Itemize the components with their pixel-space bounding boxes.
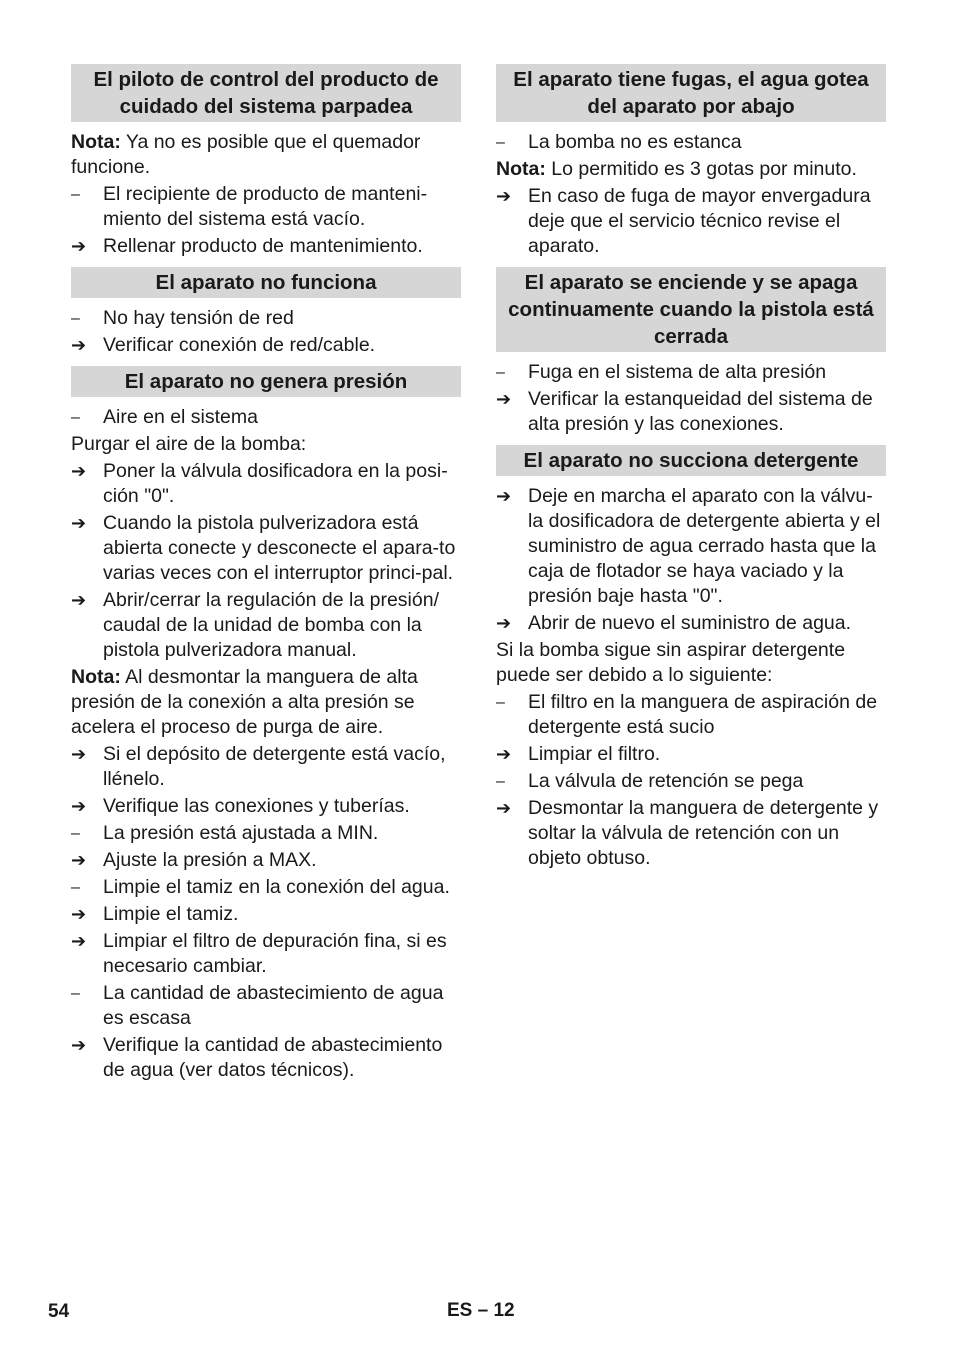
cause-item (71, 875, 461, 900)
section-el-aparato-no-genera-presion (71, 366, 461, 1083)
remedy-item (71, 333, 461, 358)
dash-marker: – (71, 186, 80, 203)
note-text: Al desmontar la manguera de alta presión de la conexión a alta presión se acelera el proceso de purga de aire. (71, 666, 418, 738)
arrow-right-icon: ➔ (71, 236, 87, 256)
remedy-item (71, 794, 461, 819)
section-el-aparato-no-funciona (71, 267, 461, 358)
remedy-item (71, 511, 461, 586)
note-paragraph (496, 157, 886, 182)
item-text: Fuga en el sistema de alta presión (528, 361, 827, 383)
item-text: Limpiar el filtro de depuración fina, si es necesario cambiar. (103, 930, 447, 977)
dash-marker: – (496, 694, 505, 711)
remedy-item (496, 796, 886, 871)
note-paragraph (71, 665, 461, 740)
arrow-right-icon: ➔ (71, 461, 87, 481)
remedy-item (496, 484, 886, 609)
paragraph: Si la bomba sigue sin aspirar detergente puede ser debido a lo siguiente: (496, 639, 846, 686)
remedy-item (71, 234, 461, 259)
item-text: La cantidad de abastecimiento de agua es escasa (103, 982, 444, 1029)
dash-marker: – (71, 310, 80, 327)
item-text: Limpiar el filtro. (528, 743, 661, 765)
left-column (71, 64, 461, 1091)
item-text: El filtro en la manguera de aspiración de detergente está sucio (528, 691, 878, 738)
arrow-right-icon: ➔ (71, 796, 87, 816)
item-text: La válvula de retención se pega (528, 770, 804, 792)
item-text: Limpie el tamiz. (103, 903, 239, 925)
arrow-right-icon: ➔ (71, 744, 87, 764)
arrow-right-icon: ➔ (71, 904, 87, 924)
section-heading: El piloto de control del producto de cuidado del sistema parpadea (71, 64, 461, 122)
page-number: 54 (48, 1301, 70, 1322)
section-heading: El aparato tiene fugas, el agua gotea del aparato por abajo (496, 64, 886, 122)
item-text: Cuando la pistola pulverizadora está abierta conecte y desconecte el apara-to varias veces con el interruptor princi-pal. (103, 512, 456, 584)
remedy-item (71, 902, 461, 927)
item-text: Ajuste la presión a MAX. (103, 849, 317, 871)
item-text: No hay tensión de red (103, 307, 294, 329)
remedy-item (71, 848, 461, 873)
item-text: El recipiente de producto de manteni-miento del sistema está vacío. (103, 183, 428, 230)
arrow-right-icon: ➔ (71, 1035, 87, 1055)
item-text: Desmontar la manguera de detergente y soltar la válvula de retención con un objeto obtuso. (528, 797, 879, 869)
arrow-right-icon: ➔ (71, 931, 87, 951)
item-text: La presión está ajustada a MIN. (103, 822, 379, 844)
right-column (496, 64, 886, 879)
section-el-piloto-de-control-del-producto-de-cui (71, 64, 461, 259)
remedy-item (496, 611, 886, 636)
arrow-right-icon: ➔ (71, 335, 87, 355)
dash-marker: – (496, 364, 505, 381)
note-text: Lo permitido es 3 gotas por minuto. (545, 158, 857, 180)
remedy-item (71, 1033, 461, 1083)
arrow-right-icon: ➔ (496, 613, 512, 633)
section-heading: El aparato no funciona (71, 267, 461, 298)
dash-marker: – (71, 985, 80, 1002)
item-text: Abrir/cerrar la regulación de la presión/ caudal de la unidad de bomba con la pistola pulverizadora manual. (103, 589, 439, 661)
arrow-right-icon: ➔ (496, 389, 512, 409)
dash-marker: – (71, 409, 80, 426)
cause-item (496, 360, 886, 385)
remedy-item (496, 184, 886, 259)
language-page-label: ES – 12 (447, 1300, 515, 1321)
remedy-item (496, 742, 886, 767)
arrow-right-icon: ➔ (71, 850, 87, 870)
note-paragraph (71, 130, 461, 180)
remedy-item (71, 742, 461, 792)
cause-item (71, 821, 461, 846)
note-label: Nota: (496, 158, 546, 180)
arrow-right-icon: ➔ (496, 486, 512, 506)
note-text: Ya no es posible que el quemador funcione. (71, 131, 421, 178)
cause-item (496, 769, 886, 794)
item-text: Poner la válvula dosificadora en la posi-ción "0". (103, 460, 448, 507)
cause-item (71, 182, 461, 232)
arrow-right-icon: ➔ (71, 513, 87, 533)
note-label: Nota: (71, 666, 121, 688)
item-text: Rellenar producto de mantenimiento. (103, 235, 423, 257)
section-heading: El aparato no genera presión (71, 366, 461, 397)
item-text: Si el depósito de detergente está vacío, llénelo. (103, 743, 446, 790)
section-el-aparato-tiene-fugas-el-agua-gotea-del (496, 64, 886, 259)
section-heading: El aparato no succiona detergente (496, 445, 886, 476)
section-el-aparato-no-succiona-detergente (496, 445, 886, 871)
item-text: Verifique las conexiones y tuberías. (103, 795, 410, 817)
paragraph: Purgar el aire de la bomba: (71, 433, 307, 455)
arrow-right-icon: ➔ (496, 186, 512, 206)
dash-marker: – (496, 134, 505, 151)
item-text: Limpie el tamiz en la conexión del agua. (103, 876, 450, 898)
remedy-item (496, 387, 886, 437)
remedy-item (71, 459, 461, 509)
cause-item (71, 405, 461, 430)
arrow-right-icon: ➔ (496, 798, 512, 818)
arrow-right-icon: ➔ (496, 744, 512, 764)
note-label: Nota: (71, 131, 121, 153)
cause-item (496, 130, 886, 155)
item-text: Verifique la cantidad de abastecimiento de agua (ver datos técnicos). (103, 1034, 443, 1081)
arrow-right-icon: ➔ (71, 590, 87, 610)
dash-marker: – (496, 773, 505, 790)
section-heading: El aparato se enciende y se apaga continuamente cuando la pistola está cerrada (496, 267, 886, 352)
dash-marker: – (71, 825, 80, 842)
item-text: En caso de fuga de mayor envergadura deje que el servicio técnico revise el aparato. (528, 185, 871, 257)
cause-item (496, 690, 886, 740)
item-text: Verificar conexión de red/cable. (103, 334, 376, 356)
remedy-item (71, 588, 461, 663)
item-text: Deje en marcha el aparato con la válvu-la dosificadora de detergente abierta y el suministro de agua cerrado hasta que la caja de flotador se haya vaciado y la presión baje hasta "0". (528, 485, 881, 607)
section-el-aparato-se-enciende-y-se-apaga-contin (496, 267, 886, 437)
item-text: La bomba no es estanca (528, 131, 742, 153)
dash-marker: – (71, 879, 80, 896)
item-text: Verificar la estanqueidad del sistema de alta presión y las conexiones. (528, 388, 873, 435)
cause-item (71, 981, 461, 1031)
item-text: Aire en el sistema (103, 406, 258, 428)
cause-item (71, 306, 461, 331)
item-text: Abrir de nuevo el suministro de agua. (528, 612, 852, 634)
remedy-item (71, 929, 461, 979)
